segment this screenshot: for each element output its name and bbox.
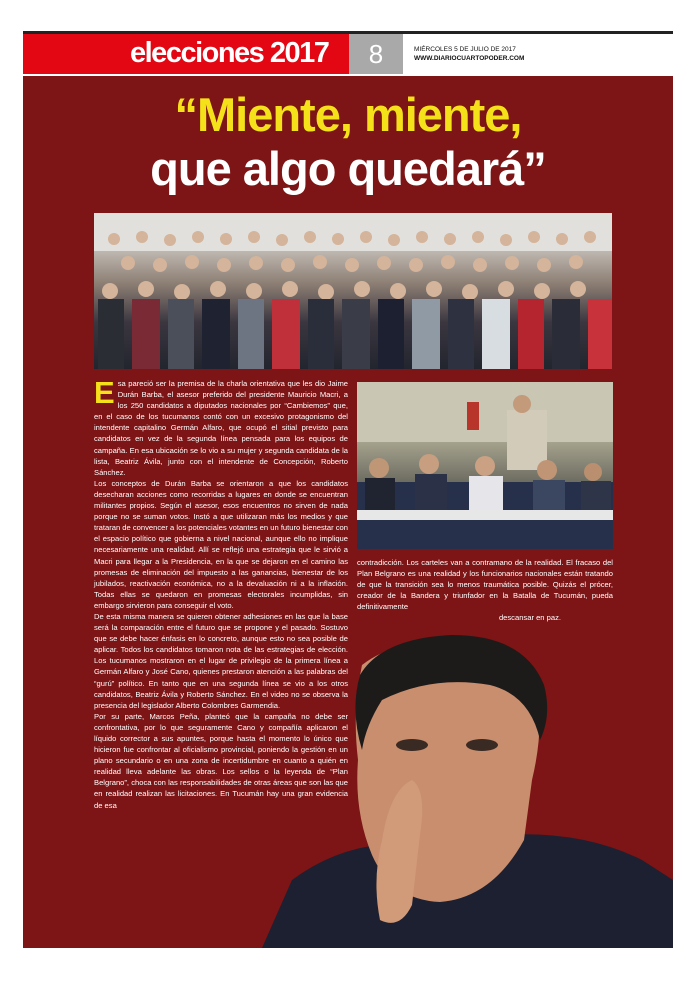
drop-cap: E: [94, 375, 115, 410]
section-title: elecciones 2017: [130, 37, 329, 69]
publication-date: MIÉRCOLES 5 DE JULIO DE 2017: [414, 46, 516, 53]
portrait-illustration: [262, 630, 673, 948]
meeting-photo: [357, 382, 613, 549]
group-photo-illustration: [94, 213, 612, 369]
headline-line-1: “Miente, miente,: [174, 88, 522, 141]
article-paragraph-4: Por su parte, Marcos Peña, planteó que la campaña no debe ser confrontativa, por lo que seguramente Cano y compañía aplicaron el líquido corrector a sus apuntes, porque hasta el momento lo único que hicieron fue confrontar al oficialismo provincial, poniendo la gestión en un plano secundario o en una zona de incertidumbre en cuanto a quién en realidad lleva adelante las obras. Los sellos o la leyenda de “Plan Belgrano”, choca con las responsabilidades de otras áreas que son las que en realidad realizan las licitaciones. En Tucumán hay una gran evidencia de esa: [94, 711, 348, 810]
page-number-box: [349, 34, 403, 74]
article-right-column: [357, 557, 613, 624]
publication-website: WWW.DIARIOCUARTOPODER.COM: [414, 55, 525, 62]
article-paragraph-1: sa pareció ser la premisa de la charla orientativa que les dio Jaime Durán Barba, el asesor preferido del presidente Mauricio Macri, a los 250 candidatos a diputados nacionales por “Cambiemos” que, en el caso de los tucumanos contó con un excesivo protagonismo del intendente capitalino Germán Alfaro, que ocupó el sitial previsto para candidatos en vez de la segunda línea pensada para los equipos de campaña. En esa ubicación se lo vio a su mujer y segunda candidata de la lista, Beatriz Ávila, junto con el intendente de Concepción, Roberto Sánchez.: [94, 379, 348, 477]
page-number: 8: [368, 38, 384, 69]
article-paragraph-3: De esta misma manera se quieren obtener adhesiones en las que la base será la comparación entre el futuro que se propone y el pasado. Sostuvo que se debe hacer énfasis en lo concreto, aunque esto no sea posible de aplicar. Todos los candidatos tomaron nota de las estrategias de elección. Los tucumanos mostraron en el lugar de privilegio de la primera línea a Germán Alfaro y José Cano, quienes prestaron atención a las palabras del “gurú” político. En tanto que en una segunda línea se vio a los otros candidatos, Beatriz Ávila y Roberto Sánchez. En el video no se observa la presencia del legislador Alberto Colombres Garmendia.: [94, 611, 348, 710]
article-paragraph-5-end: descansar en paz.: [498, 613, 561, 623]
article-paragraph-2: Los conceptos de Durán Barba se orientaron a que los candidatos desecharan acciones como recorridas a lugares en donde se encuentran militantes propios. Según el asesor, esos encuentros no sirven de nada porque no se suman votos. Instó a que utilizaran más los medios y que trataran de convencer a los potenciales votantes en un futuro bienestar con el espacio político que gobierna a nivel nacional, aunque ello no implique necesariamente una realidad. Allí se reflejó una estrategia que le sirvió a Macri para llegar a la Presidencia, en la que se dejaron en el camino las promesas de eliminación del impuesto a las ganancias, bienestar de los jubilados, reactivación económica, no a la devaluación ni a la inflación. Todas ellas se quedaron en promesas electorales incumplidas, sin embargo sirvieron para conseguir el voto.: [94, 478, 348, 610]
group-photo: [94, 213, 612, 369]
publication-meta: [414, 45, 524, 63]
article-paragraph-5: contradicción. Los carteles van a contramano de la realidad. El fracaso del Plan Belgrano es una realidad y los funcionarios nacionales están tratando de que la transición sea lo menos traumática posible. Quizás el prócer, creador de la Bandera y triunfador en la Batalla de Tucumán, pueda definitivamente: [357, 558, 613, 612]
portrait-photo: [262, 630, 673, 948]
meeting-photo-illustration: [357, 382, 613, 549]
headline-line-2: que algo quedará”: [150, 142, 546, 195]
page-bottom-margin: [23, 948, 673, 984]
